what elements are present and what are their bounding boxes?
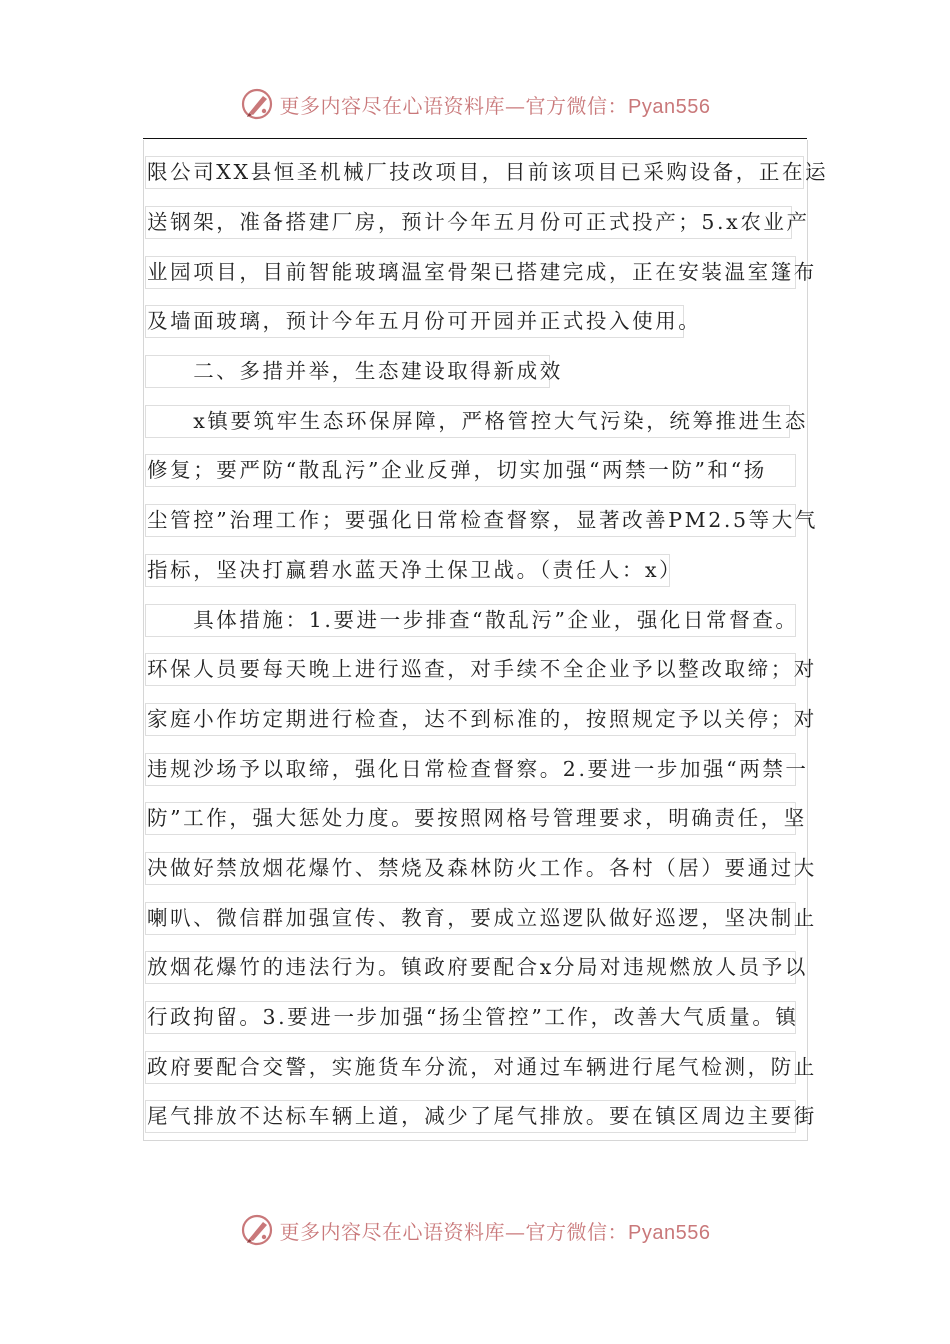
text-line-content: 政府要配合交警，实施货车分流，对通过车辆进行尾气检测，防止 (145, 1051, 796, 1084)
text-line (145, 993, 805, 1043)
text-line (145, 1092, 817, 1142)
pen-circle-logo-icon (240, 87, 274, 121)
text-line (145, 645, 817, 695)
text-line-content: 送钢架，准备搭建厂房，预计今年五月份可正式投产；5.x农业产 (145, 206, 792, 239)
text-line-content: 防”工作，强大惩处力度。要按照网格号管理要求，明确责任，坚 (145, 802, 796, 835)
text-line (145, 446, 805, 496)
text-line (145, 744, 809, 794)
text-line-content: 二、多措并举，生态建设取得新成效 (145, 355, 550, 388)
text-line (145, 347, 805, 397)
watermark-text: 更多内容尽在心语资料库—官方微信：Pyan556 (279, 1219, 711, 1244)
text-line (145, 595, 805, 645)
text-line (145, 695, 817, 745)
text-line (145, 198, 810, 248)
text-line-content: 指标，坚决打赢碧水蓝天净土保卫战。（责任人：x） (145, 554, 670, 587)
text-line-content: 限公司XX县恒圣机械厂技改项目，目前该项目已采购设备，正在运 (145, 156, 804, 189)
text-line (145, 396, 808, 446)
text-line (145, 496, 818, 546)
text-line (145, 893, 817, 943)
text-line-content: 及墙面玻璃，预计今年五月份可开园并正式投入使用。 (145, 305, 684, 338)
text-line-content: 具体措施：1.要进一步排查“散乱污”企业，强化日常督查。 (145, 604, 796, 637)
text-line (145, 943, 808, 993)
text-line-content: 尘管控”治理工作；要强化日常检查督察，显著改善PM2.5等大气 (145, 504, 796, 537)
text-line (145, 794, 805, 844)
watermark-text: 更多内容尽在心语资料库—官方微信：Pyan556 (279, 93, 711, 118)
header-rule (143, 138, 807, 139)
text-line-content: 环保人员要每天晚上进行巡查，对手续不全企业予以整改取缔；对 (145, 653, 796, 686)
text-line (145, 1042, 817, 1092)
pen-circle-logo-icon (240, 1213, 274, 1247)
text-line-content: 业园项目，目前智能玻璃温室骨架已搭建完成，正在安装温室篷布 (145, 256, 796, 289)
text-line-content: 放烟花爆竹的违法行为。镇政府要配合x分局对违规燃放人员予以 (145, 951, 796, 984)
text-line (145, 844, 817, 894)
text-line-content: 决做好禁放烟花爆竹、禁烧及森林防火工作。各村（居）要通过大 (145, 852, 796, 885)
text-line-content: 修复；要严防“散乱污”企业反弹，切实加强“两禁一防”和“扬 (145, 454, 796, 487)
text-line (145, 546, 805, 596)
document-body (145, 148, 829, 1142)
text-line-content: 行政拘留。3.要进一步加强“扬尘管控”工作，改善大气质量。镇 (145, 1001, 796, 1034)
text-line (145, 148, 829, 198)
text-line-content: 喇叭、微信群加强宣传、教育，要成立巡逻队做好巡逻，坚决制止 (145, 902, 796, 935)
text-line-content: x镇要筑牢生态环保屏障，严格管控大气污染，统筹推进生态 (145, 405, 790, 438)
text-line-content: 家庭小作坊定期进行检查，达不到标准的，按照规定予以关停；对 (145, 703, 796, 736)
text-line-content: 尾气排放不达标车辆上道，减少了尾气排放。要在镇区周边主要街 (145, 1100, 796, 1133)
footer-watermark (0, 1210, 950, 1250)
text-line-content: 违规沙场予以取缔，强化日常检查督察。2.要进一步加强“两禁一 (145, 753, 796, 786)
text-line (145, 247, 817, 297)
text-line (145, 297, 805, 347)
header-watermark (0, 84, 950, 124)
